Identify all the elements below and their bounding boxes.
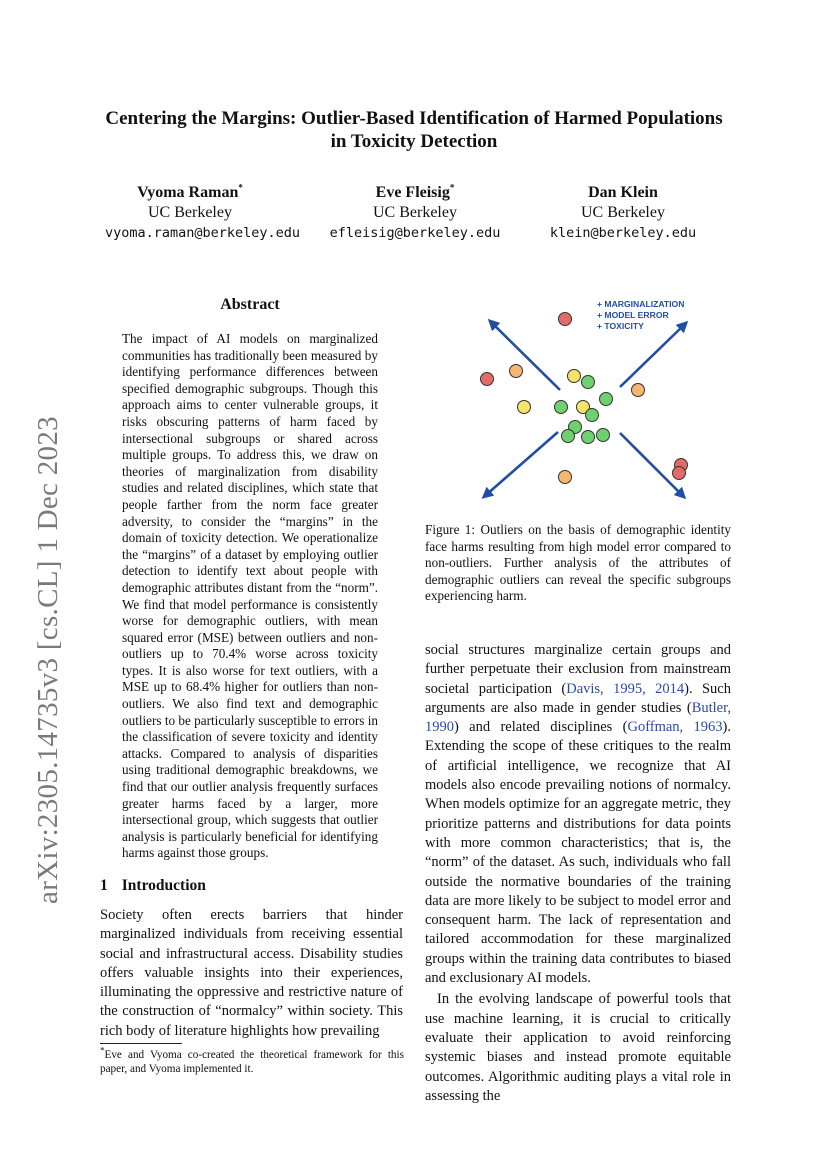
point-green (586, 409, 599, 422)
text-run: ) and related disciplines ( (454, 719, 628, 736)
paper-title: Centering the Margins: Outlier-Based Identification of Harmed Populations in Toxicity Detection (105, 108, 723, 152)
paragraph (425, 641, 731, 988)
figure-labels (597, 299, 684, 331)
footnote-mark: * (100, 1045, 105, 1056)
author-name: Vyoma Raman (137, 184, 239, 201)
footnote (100, 1045, 404, 1076)
author-2 (325, 183, 505, 243)
point-orange (632, 384, 645, 397)
point-red (481, 373, 494, 386)
point-yellow (568, 370, 581, 383)
text-run: social structures marginalize certain groups and further perpetuate their exclusion from mainstream societal participation ( (425, 642, 731, 697)
citation-link[interactable]: Davis, 1995, 2014 (566, 680, 685, 697)
author-affiliation: UC Berkeley (373, 204, 457, 221)
data-points (481, 313, 688, 484)
author-affiliation: UC Berkeley (581, 204, 665, 221)
section-heading (100, 877, 206, 895)
citation-link[interactable]: Butler, 1990 (425, 699, 731, 736)
paragraph: In the evolving landscape of powerful tools that use machine learning, it is crucial to critically evaluate their application to avoid reinforcing systemic biases and instead promote equitable outcomes. Algorithmic auditing plays a vital role in assessing the (425, 991, 731, 1104)
label-model-error: + MODEL ERROR (597, 310, 669, 320)
author-name: Eve Fleisig (375, 184, 450, 201)
author-email: klein@berkeley.edu (549, 225, 697, 241)
author-3 (543, 183, 703, 243)
point-orange (559, 471, 572, 484)
author-mark: * (449, 182, 455, 193)
figure-outliers-diagram (470, 295, 700, 500)
point-red (673, 467, 686, 480)
arrow-up-left (492, 323, 560, 390)
point-green (555, 401, 568, 414)
abstract-text: The impact of AI models on marginalized communities has traditionally been measured by identifying performance differences between specified demographic subgroups. Though this approach aims to center vulnerable groups, it risks obscuring patterns of harm faced by intersectional subgroups or shared across multiple groups. To address this, we draw on theories of marginalization from disability studies and related disciplines, which state that people farther from the norm face greater adversity, to consider the “margins” in the domain of toxicity detection. We operationalize the “margins” of a dataset by employing outlier detection to identify text about people with demographic attributes distant from the “norm”. We find that model performance is consistently worse for demographic outliers, with mean squared error (MSE) between outliers and non-outliers up to 70.4% worse across toxicity types. It is also worse for text outliers, with a MSE up to 68.4% higher for outliers than non-outliers. We also find text and demographic outliers to be particularly susceptible to errors in the classification of severe toxicity and identity attacks. Compared to analysis of disparities using traditional demographic breakdowns, we find that our outlier analysis frequently surfaces greater harms faced by a larger, more intersectional group, which suggests that outlier analysis is particularly beneficial for identifying harms against those groups. (122, 331, 378, 861)
label-toxicity: + TOXICITY (597, 321, 644, 331)
intro-right-text (425, 641, 731, 1106)
point-green (582, 431, 595, 444)
point-green (597, 429, 610, 442)
arrow-down-right (620, 433, 682, 495)
author-email: vyoma.raman@berkeley.edu (105, 225, 301, 241)
text-run: ). Such arguments are also made in gender studies ( (425, 680, 731, 716)
point-green (582, 376, 595, 389)
author-mark: * (238, 182, 243, 193)
intro-left-text: Society often erects barriers that hinder marginalized individuals from receiving essential social and infrastructural access. Disability studies offers valuable insights into their experiences, illuminating the oppressive and restrictive nature of the construction of “normalcy” within society. This rich body of literature highlights how prevailing (100, 907, 403, 1039)
figure-caption: Figure 1: Outliers on the basis of demographic identity face harms resulting from high model error compared to non-outliers. Further analysis of the attributes of demographic outliers can reveal the specific subgroups experiencing harm. (425, 522, 731, 603)
author-name: Dan Klein (588, 184, 658, 201)
abstract-heading: Abstract (220, 296, 280, 313)
footnote-rule (100, 1043, 182, 1044)
footnote-text: Eve and Vyoma co-created the theoretical framework for this paper, and Vyoma implemented it. (100, 1049, 404, 1075)
point-red (559, 313, 572, 326)
section-number: 1 (100, 877, 108, 894)
point-yellow (518, 401, 531, 414)
point-orange (510, 365, 523, 378)
section-title: Introduction (121, 877, 206, 894)
text-run: ). Extending the scope of these critiques to the realm of artificial intelligence, we recognize that AI models also encode prevailing notions of normalcy. When models optimize for an aggregate metric, they prioritize patterns and distributions for data points with more common characteristics; that is, the “norm” of the dataset. As such, individuals who fall outside the normative boundaries of the training data are more likely to be subject to model error and consequent harm. The lack of representation and tailored accommodation for these marginalized groups within the training data contributes to biased and exclusionary AI models. (425, 719, 731, 987)
citation-link[interactable]: Goffman, 1963 (627, 719, 723, 736)
label-marginalization: + MARGINALIZATION (597, 299, 685, 309)
arrow-down-left (486, 432, 558, 495)
point-green (600, 393, 613, 406)
point-green (562, 430, 575, 443)
author-1 (105, 182, 301, 243)
author-email: efleisig@berkeley.edu (329, 225, 501, 241)
author-affiliation: UC Berkeley (148, 204, 232, 221)
arrow-up-right (620, 325, 684, 387)
